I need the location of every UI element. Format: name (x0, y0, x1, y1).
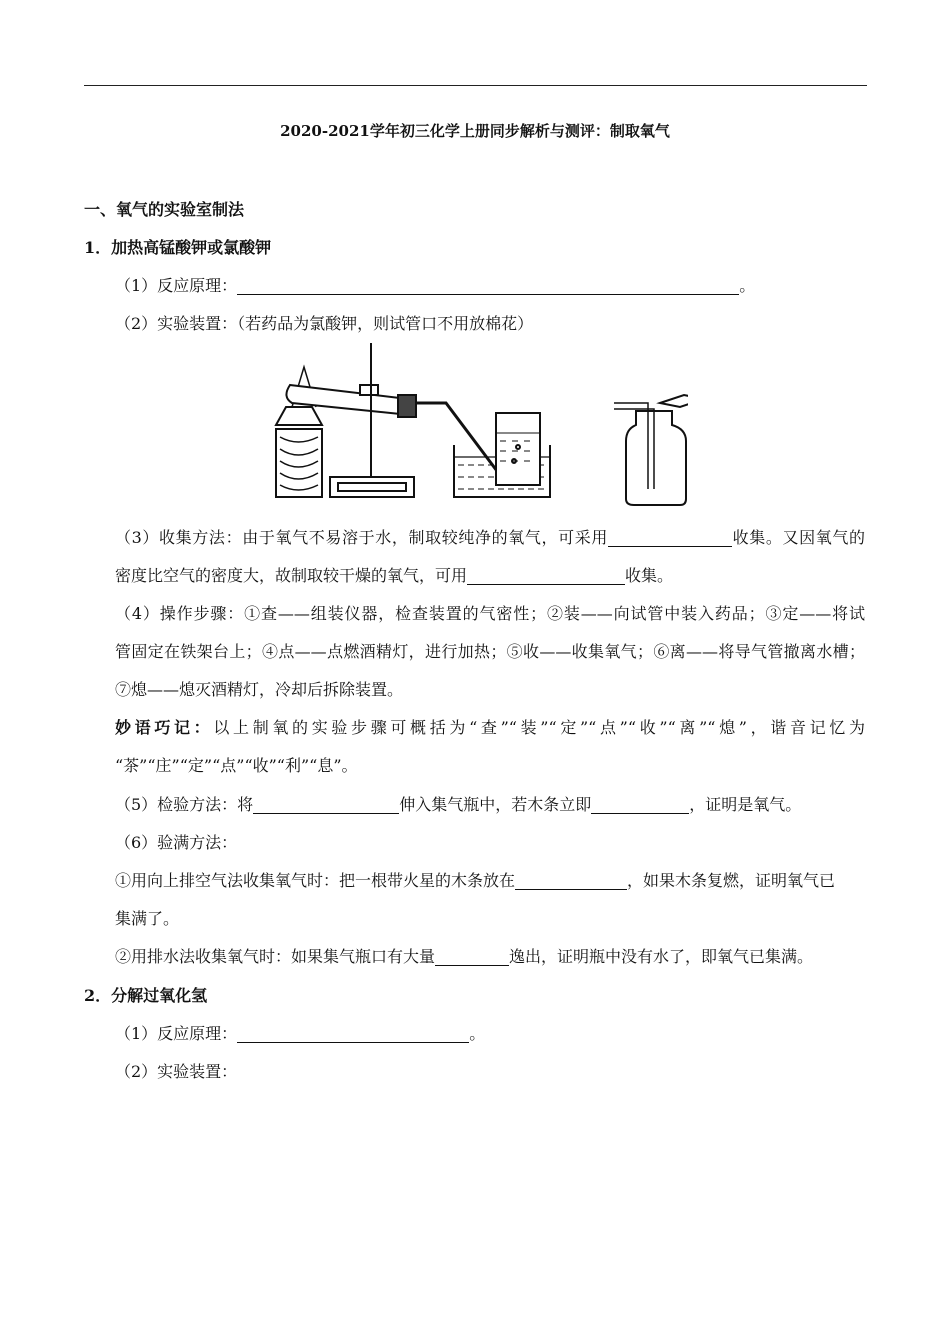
test-text: （5）检验方法：将 (115, 795, 254, 814)
answer-blank-glowing-splint[interactable] (253, 797, 399, 814)
subsection-1-number: 1 (84, 238, 96, 257)
full-check-text: 逸出，证明瓶中没有水了，即氧气已集满。 (509, 947, 814, 966)
gas-jar (626, 411, 686, 505)
reaction-principle-2 (115, 1024, 485, 1044)
mnemonic-label: 妙语巧记： (115, 718, 214, 737)
reaction-principle-label: （1）反应原理： (115, 1024, 238, 1043)
subsection-2-heading (84, 986, 207, 1006)
reaction-principle-1 (115, 276, 755, 296)
mnemonic-text: 以上制氧的实验步骤可概括为“查”“装”“定”“点”“收”“离”“熄”，谐音记忆为 (213, 718, 865, 737)
test-text: ，证明是氧气。 (689, 795, 802, 814)
answer-blank-upward-air[interactable] (467, 568, 625, 585)
section-heading: 一、氧气的实验室制法 (84, 200, 245, 219)
collection-text: 密度比空气的密度大，故制取较干燥的氧气，可用 (115, 566, 468, 585)
apparatus-note: （2）实验装置：（若药品为氯酸钾，则试管口不用放棉花） (115, 314, 534, 333)
clamp (360, 385, 378, 395)
answer-blank-bottle-mouth[interactable] (515, 873, 627, 890)
operation-steps-line-3: ⑦熄——熄灭酒精灯，冷却后拆除装置。 (115, 680, 404, 699)
full-check-text: ，如果木条复燃，证明氧气已 (627, 871, 836, 890)
apparatus-label-2: （2）实验装置： (115, 1062, 238, 1081)
subsection-2-number: 2 (84, 986, 96, 1005)
full-check-air-line-2: 集满了。 (115, 909, 180, 928)
test-method (115, 795, 801, 815)
reaction-principle-label: （1）反应原理： (115, 276, 238, 295)
full-check-air-line-1 (115, 871, 865, 891)
answer-blank-principle-2[interactable] (237, 1026, 469, 1043)
stand-base (330, 477, 414, 497)
full-check-text: ①用向上排空气法收集氧气时：把一根带火星的木条放在 (115, 871, 516, 890)
glass-plate (660, 395, 688, 407)
operation-steps-line-1: （4）操作步骤：①查——组装仪器，检查装置的气密性；②装——向试管中装入药品；③定——将试 (115, 604, 865, 623)
oxygen-apparatus-diagram (268, 337, 688, 507)
full-check-water (115, 947, 813, 967)
operation-steps-line-2: 管固定在铁架台上；④点——点燃酒精灯，进行加热；⑤收——收集氧气；⑥离——将导气管撤离水槽； (115, 642, 865, 661)
mnemonic-line-1 (115, 718, 865, 738)
answer-blank-bubbles[interactable] (435, 949, 509, 966)
full-check-text: ②用排水法收集氧气时：如果集气瓶口有大量 (115, 947, 436, 966)
alcohol-lamp (276, 407, 322, 425)
page-title: 2020-2021学年初三化学上册同步解析与测评：制取氧气 (280, 122, 670, 140)
period: 。 (469, 1024, 486, 1043)
period: 。 (739, 276, 756, 295)
test-text: 伸入集气瓶中，若木条立即 (399, 795, 592, 814)
collection-text: （3）收集方法：由于氧气不易溶于水，制取较纯净的氧气，可采用 (115, 528, 608, 547)
stopper (398, 395, 416, 417)
collection-text: 收集。 (625, 566, 674, 585)
full-check-heading: （6）验满方法： (115, 833, 238, 852)
mnemonic-line-2: “茶”“庄”“定”“点”“收”“利”“息”。 (115, 756, 358, 775)
answer-blank-water-displacement[interactable] (608, 530, 732, 547)
answer-blank-principle-1[interactable] (237, 278, 739, 295)
collection-text: 收集。又因氧气的 (731, 528, 865, 547)
subsection-2-title: 分解过氧化氢 (111, 986, 208, 1005)
number-dot: ． (95, 238, 112, 257)
collection-method-line-2 (115, 566, 673, 586)
header-rule (84, 85, 867, 86)
number-dot: ． (95, 986, 112, 1005)
collection-method-line-1 (115, 528, 865, 548)
subsection-1-title: 加热高锰酸钾或氯酸钾 (111, 238, 272, 257)
subsection-1-heading (84, 238, 271, 258)
answer-blank-rekindle[interactable] (591, 797, 689, 814)
